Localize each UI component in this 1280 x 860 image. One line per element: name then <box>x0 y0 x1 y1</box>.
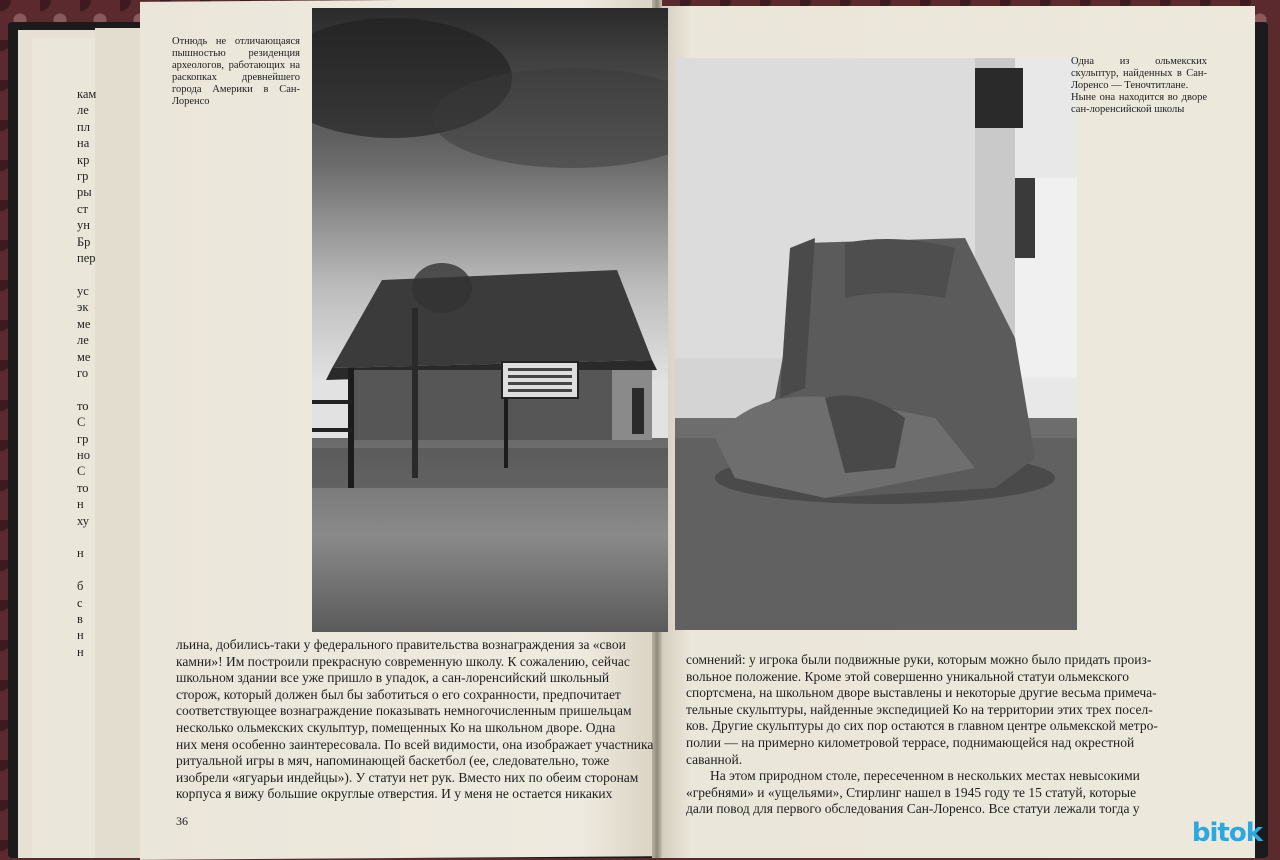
right-caption-text-2: Ныне она находится во дворе сан-лоренсийской школы <box>1071 92 1207 115</box>
edge-fragment: ху <box>77 513 90 528</box>
watermark-logo <box>1192 818 1262 848</box>
right-body-text <box>686 652 1238 818</box>
text-line: тельные скульптуры, найденные экспедицией Ко на территории этих трех посел- <box>686 701 1153 717</box>
edge-fragment <box>77 529 103 545</box>
edge-fragment: н <box>77 497 84 512</box>
text-line: саванной. <box>686 751 743 767</box>
edge-fragment: б <box>77 579 84 594</box>
right-caption-text-1: Одна из ольмекских скульптур, найденных в Сан-Лоренсо — Теночтитлане. <box>1071 56 1207 91</box>
edge-fragment: в <box>77 612 83 626</box>
watermark-text: bitok <box>1191 818 1262 848</box>
text-line: изобрели «ягуарьи индейцы»). У статуи нет рук. Вместо них по обеим сторонам <box>176 769 639 785</box>
edge-fragment: гр <box>77 169 89 184</box>
text-line: На этом природном столе, пересеченном в нескольких местах невысокими <box>710 768 1140 784</box>
text-line: дали повод для первого обследования Сан-Лоренсо. Все статуи лежали тогда у <box>686 801 1140 817</box>
edge-fragment: но <box>77 447 90 462</box>
text-line: школьном здании все уже пришло в упадок, а сан-лоренсийский школьный <box>176 670 610 686</box>
edge-fragment: ус <box>77 283 89 298</box>
text-line: камни»! Им построили прекрасную современную школу. К сожалению, сейчас <box>176 653 630 669</box>
text-line: корпуса я вижу большие округлые отверстия. И у меня не остается никаких <box>176 786 613 802</box>
left-caption-text: Отнюдь не отличающаяся пышностью резиденция археологов, работающих на раскопках древнейшего города Америки в Сан-Лоренсо <box>172 36 300 107</box>
left-body-text <box>176 637 664 803</box>
edge-fragment: ме <box>77 316 91 331</box>
photo-thatched-hut <box>312 8 668 632</box>
edge-fragment <box>77 562 103 578</box>
edge-fragment: н <box>77 546 84 561</box>
text-line: соответствующее вознаграждение показывать немногочисленным пришельцам <box>176 703 632 719</box>
text-line: них меня особенно заинтересовала. По всей видимости, она изображает участника <box>176 736 654 752</box>
edge-fragment: ле <box>77 333 89 348</box>
edge-fragment: С <box>77 464 86 479</box>
left-photo-caption <box>172 36 300 108</box>
text-line: полии — на примерно километровой террасе, поднимающейся над окрестной <box>686 734 1135 750</box>
edge-fragment: эк <box>77 300 89 315</box>
text-line: льина, добились-таки у федерального правительства вознаграждения за «свои <box>176 637 626 652</box>
edge-fragment <box>77 381 103 397</box>
edge-fragment: С <box>77 415 86 430</box>
edge-fragment: пл <box>77 119 90 134</box>
edge-fragment: то <box>77 398 89 413</box>
text-line: ритуальной игры в мяч, напоминающей баскетбол (ее, следовательно, тоже <box>176 753 610 769</box>
photo-olmec-statue <box>675 58 1077 630</box>
page-number: 36 <box>176 814 188 828</box>
edge-fragment <box>77 266 103 282</box>
edge-fragment: на <box>77 136 90 151</box>
edge-fragment: гр <box>77 431 89 446</box>
edge-fragment: с <box>77 595 83 610</box>
edge-fragment: го <box>77 365 89 380</box>
edge-fragment: н <box>77 644 84 659</box>
edge-fragment: ры <box>77 185 92 200</box>
edge-fragment: ме <box>77 349 91 364</box>
edge-fragment: то <box>77 480 89 495</box>
text-line: вольное положение. Кроме этой совершенно уникальной статуи ольмекского <box>686 668 1129 684</box>
edge-fragment: Бр <box>77 234 91 249</box>
edge-fragment: ун <box>77 218 90 233</box>
previous-page-edge-text <box>77 86 103 660</box>
edge-fragment: кр <box>77 152 90 167</box>
text-line: сторож, который должен был бы заботиться о его сохранности, предпочитает <box>176 686 621 702</box>
edge-fragment: ле <box>77 103 89 118</box>
edge-fragment: ст <box>77 201 89 216</box>
text-line: ков. Другие скульптуры до сих пор остаются в главном центре ольмекской метро- <box>686 718 1158 734</box>
edge-fragment: кам <box>77 87 97 101</box>
edge-fragment: пер <box>77 251 96 266</box>
text-line: сомнений: у игрока были подвижные руки, которым можно было придать произ- <box>686 652 1152 667</box>
right-photo-caption <box>1071 56 1207 116</box>
text-line: несколько ольмекских скульптур, помещенных Ко на школьном дворе. Одна <box>176 719 616 735</box>
text-line: спортсмена, на школьном дворе выставлены и некоторые другие весьма примеча- <box>686 685 1157 701</box>
text-line: «гребнями» и «ущельями», Стирлинг нашел в 1945 году те 15 статуй, которые <box>686 784 1137 800</box>
edge-fragment: н <box>77 628 84 643</box>
